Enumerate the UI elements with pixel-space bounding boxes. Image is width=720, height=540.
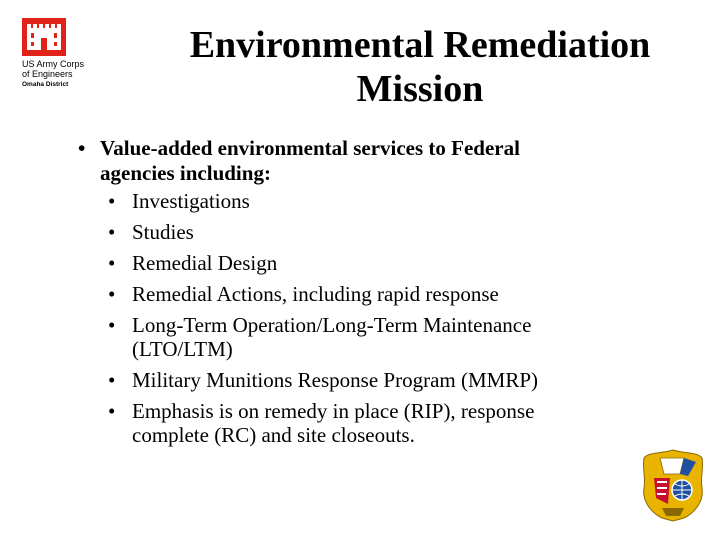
bullet-dot: •	[108, 399, 116, 423]
castle-logo-icon	[22, 18, 66, 56]
usace-logo-block	[22, 18, 122, 88]
bullet-dot: •	[108, 282, 116, 306]
bullet-dot: •	[108, 368, 116, 392]
sub-bullet-list	[78, 186, 638, 447]
slide-title-line1: Environmental Remediation	[189, 24, 651, 66]
main-bullet-line2: agencies including:	[100, 161, 271, 185]
list-item	[78, 365, 638, 396]
list-item	[78, 248, 638, 279]
bullet-dot: •	[78, 136, 86, 160]
list-item-text: Military Munitions Response Program (MMRP)	[132, 368, 539, 392]
list-item	[78, 310, 638, 361]
list-item-text: Investigations	[132, 189, 250, 213]
list-item	[78, 279, 638, 310]
list-item-text: Remedial Design	[132, 251, 278, 275]
slide-content	[78, 136, 638, 451]
org-name-line2: of Engineers	[22, 69, 73, 79]
unit-insignia-icon	[640, 448, 706, 522]
list-item-text: Remedial Actions, including rapid response	[132, 282, 499, 306]
list-item-text: Emphasis is on remedy in place (RIP), response	[132, 399, 535, 423]
list-item-text: Long-Term Operation/Long-Term Maintenance	[132, 313, 532, 337]
bullet-dot: •	[108, 189, 116, 213]
bullet-dot: •	[108, 251, 116, 275]
list-item	[78, 396, 638, 447]
bullet-dot: •	[108, 220, 116, 244]
main-bullet	[78, 136, 638, 186]
org-name-line1: US Army Corps	[22, 59, 85, 69]
district-name: Omaha District	[22, 81, 69, 88]
main-bullet-line1: Value-added environmental services to Federal	[100, 136, 520, 160]
list-item-continuation: complete (RC) and site closeouts.	[132, 423, 415, 447]
slide-title	[160, 23, 680, 111]
list-item-text: Studies	[132, 220, 194, 244]
bullet-dot: •	[108, 313, 116, 337]
list-item	[78, 186, 638, 217]
list-item	[78, 217, 638, 248]
slide-title-line2: Mission	[356, 68, 484, 110]
list-item-continuation: (LTO/LTM)	[132, 337, 233, 361]
